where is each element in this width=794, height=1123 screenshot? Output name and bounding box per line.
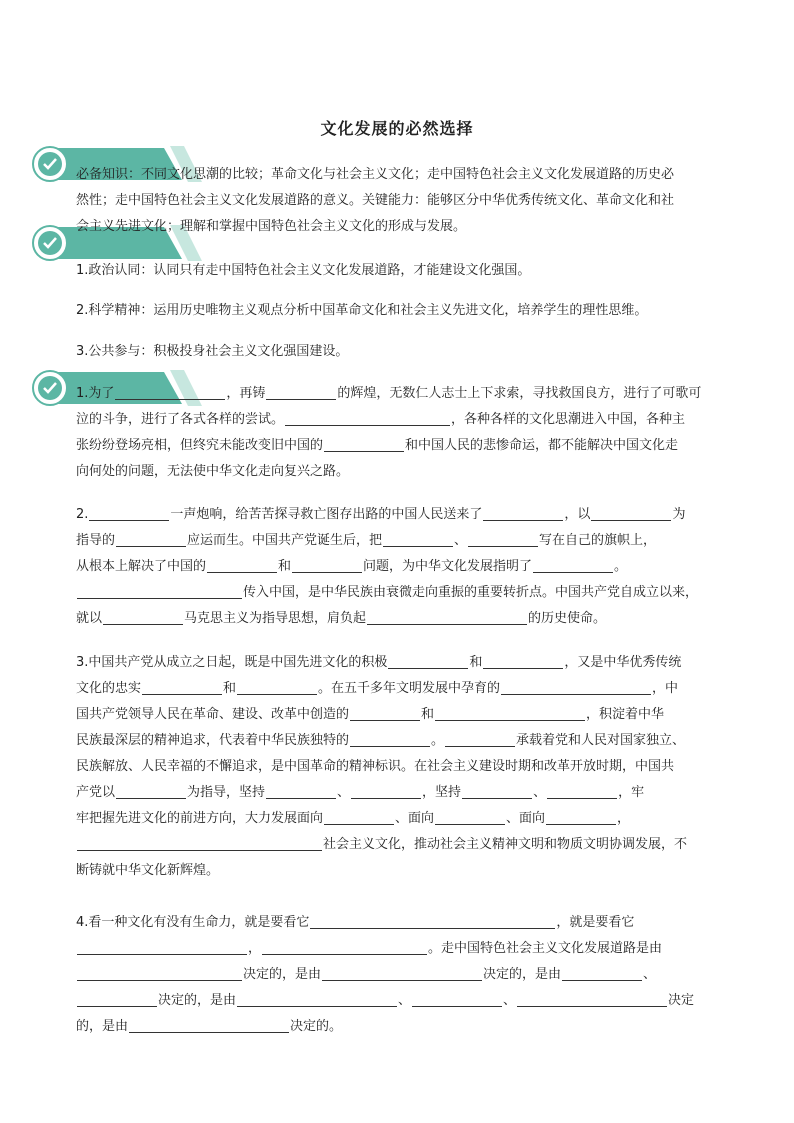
answer-blank[interactable] — [351, 783, 421, 799]
answer-blank[interactable] — [546, 809, 616, 825]
answer-blank[interactable] — [462, 783, 532, 799]
intro-block — [76, 162, 720, 240]
answer-blank[interactable] — [292, 557, 362, 573]
answer-blank[interactable] — [310, 913, 555, 929]
answer-blank[interactable] — [77, 965, 242, 981]
answer-blank[interactable] — [350, 731, 430, 747]
answer-blank[interactable] — [533, 557, 613, 573]
question-1: 1.为了 ，再铸 的辉煌，无数仁人志士上下求索，寻找救国良方，进行了可歌可 泣的斗争，进行了各式各样的尝试。 ，各种各样的文化思潮进入中国，各种主 张纷纷登场亮相，但终究未能改变旧中国的 和中国人民的悲惨命运，都不能解决中国文化走 向何处的问题，无法使中华文化走向复兴之路。 — [76, 386, 702, 479]
answer-blank[interactable] — [77, 939, 247, 955]
answer-blank[interactable] — [324, 436, 404, 452]
answer-blank[interactable] — [77, 583, 242, 599]
answer-blank[interactable] — [468, 531, 538, 547]
question-4: 4.看一种文化有没有生命力，就是要看它 ，就是要看它 ， 。走中国特色社会主义文化发展道路是由 决定的，是由 决定的，是由 、 决定的，是由 、 、 决定 的，是由 决定的。 — [76, 915, 695, 1034]
intro-line: 然性；走中国特色社会主义文化发展道路的意义。关键能力：能够区分中华优秀传统文化、革命文化和社 — [76, 193, 675, 208]
answer-blank[interactable] — [435, 809, 505, 825]
answer-blank[interactable] — [324, 809, 394, 825]
answer-blank[interactable] — [129, 1017, 289, 1033]
answer-blank[interactable] — [77, 991, 157, 1007]
page-title: 文化发展的必然选择 — [320, 119, 474, 138]
answer-blank[interactable] — [77, 835, 322, 851]
literacy-item: 3.公共参与：积极投身社会主义文化强国建设。 — [76, 344, 349, 359]
answer-blank[interactable] — [142, 679, 222, 695]
answer-blank[interactable] — [483, 653, 563, 669]
answer-blank[interactable] — [501, 679, 651, 695]
intro-line: 必备知识：不同文化思潮的比较；革命文化与社会主义文化；走中国特色社会主义文化发展道路的历史必 — [76, 167, 675, 182]
answer-blank[interactable] — [115, 384, 225, 400]
answer-blank[interactable] — [266, 783, 336, 799]
question-3: 3.中国共产党从成立之日起，既是中国先进文化的积极 和 ，又是中华优秀传统 文化的忠实 和 。在五千多年文明发展中孕育的 ，中 国共产党领导人民在革命、建设、改革中创造的 和 ，积淀着中华 民族最深层的精神追求，代表着中华民族独特的 。 承载着党和人民对国家独立、 民族解放、人民幸福的不懈追求，是中国革命的精神标识。在社会主义建设时期和改革开放时期，中国共 产党以 为指导，坚持 、 ，坚持 、 ，牢 牢把握先进文化的前进方向，大力发展面向 、面向 、面向 ， 社会主义文化，推动社会主义精神文明和物质文明协调发展，不 断铸就中华文化新辉煌。 — [76, 655, 688, 878]
answer-blank[interactable] — [116, 783, 186, 799]
answer-blank[interactable] — [103, 609, 183, 625]
literacy-item: 1.政治认同：认同只有走中国特色社会主义文化发展道路，才能建设文化强国。 — [76, 263, 531, 278]
answer-blank[interactable] — [237, 991, 397, 1007]
answer-blank[interactable] — [435, 705, 585, 721]
answer-blank[interactable] — [388, 653, 468, 669]
answer-blank[interactable] — [262, 939, 427, 955]
answer-blank[interactable] — [322, 965, 482, 981]
answer-blank[interactable] — [116, 531, 186, 547]
answer-blank[interactable] — [89, 505, 169, 521]
answer-blank[interactable] — [562, 965, 642, 981]
answer-blank[interactable] — [266, 384, 336, 400]
intro-line: 会主义先进文化；理解和掌握中国特色社会主义文化的形成与发展。 — [76, 219, 467, 234]
answer-blank[interactable] — [383, 531, 453, 547]
answer-blank[interactable] — [412, 991, 502, 1007]
answer-blank[interactable] — [517, 991, 667, 1007]
answer-blank[interactable] — [591, 505, 671, 521]
answer-blank[interactable] — [547, 783, 617, 799]
answer-blank[interactable] — [445, 731, 515, 747]
answer-blank[interactable] — [483, 505, 563, 521]
question-2: 2. 一声炮响，给苦苦探寻救亡图存出路的中国人民送来了 ，以 为 指导的 应运而生。中国共产党诞生后，把 、 写在自己的旗帜上， 从根本上解决了中国的 和 问题，为中华文化发展指明了 。 传入中国，是中华民族由衰微走向重振的重要转折点。中国共产党自成立以来， 就以 马克思主义为指导思想，肩负起 的历史使命。 — [76, 507, 699, 626]
answer-blank[interactable] — [350, 705, 420, 721]
answer-blank[interactable] — [237, 679, 317, 695]
answer-blank[interactable] — [285, 410, 450, 426]
answer-blank[interactable] — [207, 557, 277, 573]
literacy-item: 2.科学精神：运用历史唯物主义观点分析中国革命文化和社会主义先进文化，培养学生的理性思维。 — [76, 303, 648, 318]
answer-blank[interactable] — [367, 609, 527, 625]
